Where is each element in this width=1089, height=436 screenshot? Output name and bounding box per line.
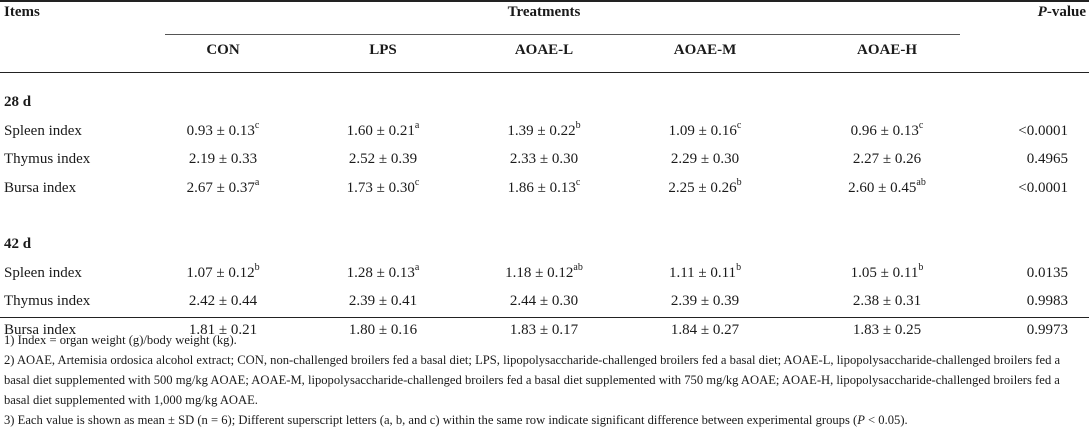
table-cell <box>668 176 742 197</box>
cell-value: 1.81 ± 0.21 <box>188 321 258 338</box>
cell-superscript: b <box>918 261 924 273</box>
cell-value: 2.44 ± 0.30 <box>509 293 579 309</box>
cell-superscript: ab <box>573 261 583 273</box>
cell-superscript: ab <box>916 176 926 188</box>
cell-superscript: a <box>414 119 420 131</box>
cell-value: 1.80 ± 0.16 <box>348 321 418 338</box>
table-cell <box>850 119 924 140</box>
cell-value: 0.96 ± 0.13 <box>850 122 919 139</box>
table-cell <box>507 176 581 197</box>
table-cell <box>346 119 420 140</box>
cell-value: 1.60 ± 0.21 <box>346 122 415 139</box>
table-cell <box>349 150 417 168</box>
cell-superscript: b <box>575 119 581 131</box>
table-cell <box>853 150 921 168</box>
row-pvalue: <0.0001 <box>1018 179 1068 196</box>
cell-value: 1.05 ± 0.11 <box>850 264 919 281</box>
table-cell <box>671 292 739 310</box>
row-item-label: Thymus index <box>4 151 91 167</box>
row-pvalue: 0.9983 <box>1026 293 1068 309</box>
cell-superscript: c <box>414 176 420 188</box>
table-cell <box>186 176 260 197</box>
items-header: Items <box>4 4 40 20</box>
pvalue-header <box>1038 3 1086 21</box>
row-item-label: Bursa index <box>4 321 77 338</box>
row-item-label: Spleen index <box>4 264 82 281</box>
treatments-underline <box>165 34 960 35</box>
table-cell <box>848 176 926 197</box>
table-cell <box>186 261 260 282</box>
row-item-label: Spleen index <box>4 122 82 139</box>
table-cell <box>349 292 417 310</box>
cell-value: 2.39 ± 0.41 <box>348 293 418 309</box>
cell-value: 1.28 ± 0.13 <box>346 264 415 281</box>
cell-value: 1.39 ± 0.22 <box>507 122 576 139</box>
cell-superscript: c <box>254 119 260 131</box>
pvalue-header-italic: P <box>1037 4 1047 20</box>
cell-value: 1.86 ± 0.13 <box>507 179 576 196</box>
cell-value: 0.93 ± 0.13 <box>186 122 255 139</box>
treatments-header: Treatments <box>507 4 581 20</box>
row-item-label: Thymus index <box>4 293 91 309</box>
row-pvalue: 0.9973 <box>1026 321 1068 338</box>
section-label: 28 d <box>4 94 32 110</box>
footnote-3-p: P <box>857 413 865 427</box>
table-cell <box>668 261 742 282</box>
cell-value: 2.27 ± 0.26 <box>852 151 922 167</box>
cell-value: 1.07 ± 0.12 <box>186 264 255 281</box>
footnote-1: 1) Index = organ weight (g)/body weight (kg). <box>4 333 237 347</box>
cell-value: 2.39 ± 0.39 <box>670 293 740 309</box>
table-top-rule <box>0 0 1089 2</box>
group-header-con: CON <box>206 42 240 58</box>
cell-superscript: c <box>736 119 742 131</box>
cell-value: 2.67 ± 0.37 <box>186 179 255 196</box>
group-header-aoae-m: AOAE-M <box>673 42 737 58</box>
cell-value: 2.42 ± 0.44 <box>188 293 258 309</box>
cell-value: 1.84 ± 0.27 <box>670 321 740 338</box>
cell-value: 1.11 ± 0.11 <box>668 264 737 281</box>
row-pvalue: 0.4965 <box>1026 151 1068 167</box>
cell-superscript: a <box>414 261 420 273</box>
cell-value: 2.38 ± 0.31 <box>852 293 922 309</box>
group-header-lps: LPS <box>369 42 397 58</box>
table-cell <box>853 292 921 310</box>
footnote-3 <box>4 410 1084 430</box>
cell-value: 1.73 ± 0.30 <box>346 179 415 196</box>
cell-value: 1.18 ± 0.12 <box>505 264 574 281</box>
cell-superscript: b <box>254 261 260 273</box>
table-cell <box>668 119 742 140</box>
table-cell <box>346 261 420 282</box>
cell-superscript: a <box>254 176 260 188</box>
table-bottom-rule <box>0 317 1089 318</box>
pvalue-header-rest: -value <box>1046 4 1086 20</box>
table-cell <box>189 150 257 168</box>
section-label: 42 d <box>4 236 32 252</box>
header-bottom-rule <box>0 72 1089 73</box>
cell-value: 2.52 ± 0.39 <box>348 151 418 167</box>
footnote-3-text: 3) Each value is shown as mean ± SD (n = 6); Different superscript letters (a, b, and c) within the same row indicate significant difference between experimental groups ( <box>4 413 858 427</box>
table-cell <box>189 292 257 310</box>
table-cell <box>510 292 578 310</box>
row-pvalue: <0.0001 <box>1018 122 1068 139</box>
cell-superscript: c <box>918 119 924 131</box>
cell-superscript: b <box>736 176 742 188</box>
table-footnotes <box>4 330 1084 430</box>
cell-value: 2.29 ± 0.30 <box>670 151 740 167</box>
cell-value: 1.09 ± 0.16 <box>668 122 737 139</box>
row-pvalue: 0.0135 <box>1026 264 1068 281</box>
table-cell <box>507 119 581 140</box>
footnote-2: 2) AOAE, Artemisia ordosica alcohol extract; CON, non-challenged broilers fed a basal diet; LPS, lipopolysaccharide-challenged broilers fed a basal diet; AOAE-L, lipopolysaccharide-challenged broilers fed a basal diet supplemented with 500 mg/kg AOAE; AOAE-M, lipopolysaccharide-challenged broilers fed a basal diet supplemented with 750 mg/kg AOAE; AOAE-H, lipopolysaccharide-challenged broilers fed a basal diet supplemented with 1,000 mg/kg AOAE. <box>4 353 1061 407</box>
cell-value: 2.19 ± 0.33 <box>188 151 258 167</box>
footnote-3-tail: < 0.05). <box>864 413 908 427</box>
table-cell <box>671 150 739 168</box>
cell-value: 1.83 ± 0.17 <box>509 321 579 338</box>
group-header-aoae-l: AOAE-L <box>514 42 574 58</box>
cell-value: 1.83 ± 0.25 <box>852 321 922 338</box>
table-cell <box>510 150 578 168</box>
table-cell <box>186 119 260 140</box>
row-item-label: Bursa index <box>4 179 77 196</box>
cell-value: 2.25 ± 0.26 <box>668 179 737 196</box>
table-cell <box>505 261 583 282</box>
table-cell <box>850 261 924 282</box>
group-header-aoae-h: AOAE-H <box>857 42 917 58</box>
cell-superscript: b <box>736 261 742 273</box>
table-cell <box>346 176 420 197</box>
cell-value: 2.60 ± 0.45 <box>848 179 917 196</box>
cell-superscript: c <box>575 176 581 188</box>
cell-value: 2.33 ± 0.30 <box>509 151 579 167</box>
